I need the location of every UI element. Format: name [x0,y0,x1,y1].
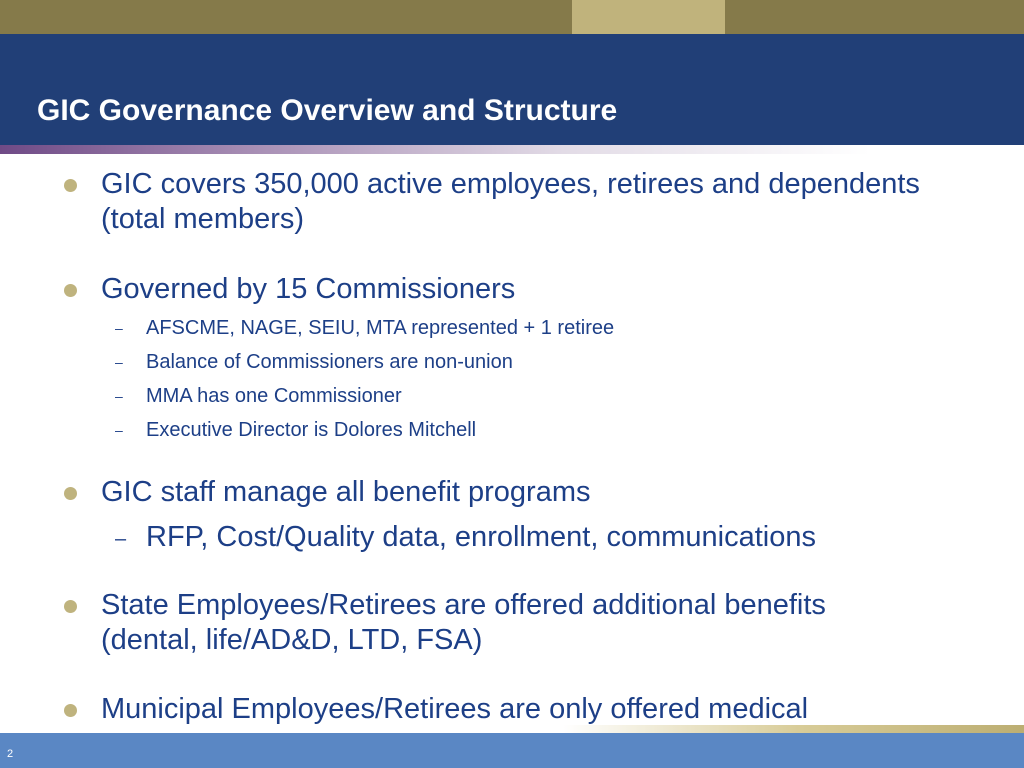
bullet-dot-icon [64,179,77,192]
sub-bullet-text: AFSCME, NAGE, SEIU, MTA represented + 1 retiree [146,317,615,339]
bullet-text: State Employees/Retirees are offered additional benefits (dental, life/AD&D, LTD, FSA) [101,589,826,656]
sub-bullet-item [115,383,976,409]
bullet-dot-icon [64,600,77,613]
sub-bullet-item [115,349,976,375]
bullet-item [101,167,981,237]
dash-icon: – [115,528,127,550]
sub-bullet-text: RFP, Cost/Quality data, enrollment, communications [146,521,816,553]
bullet-text: GIC covers 350,000 active employees, retirees and dependents (total members) [101,168,920,235]
slide-title: GIC Governance Overview and Structure [37,94,618,127]
bullet-text: Municipal Employees/Retirees are only offered medical [101,693,809,725]
footer-band [0,733,1024,768]
sub-bullet-item [115,417,976,443]
bullet-item [101,272,981,307]
bullet-text: GIC staff manage all benefit programs [101,476,591,508]
sub-bullet-text: MMA has one Commissioner [146,385,402,407]
sub-bullet-item [115,315,976,341]
bullet-item [101,692,981,727]
dash-icon: – [115,354,123,370]
bullet-item [101,475,981,510]
sub-bullet-text: Balance of Commissioners are non-union [146,351,513,373]
bullet-dot-icon [64,704,77,717]
dash-icon: – [115,320,123,336]
bullet-item [101,588,861,658]
dash-icon: – [115,422,123,438]
bullet-dot-icon [64,487,77,500]
sub-bullet-text: Executive Director is Dolores Mitchell [146,419,477,441]
dash-icon: – [115,388,123,404]
page-number: 2 [7,748,14,760]
footer-accent-line [0,725,1024,733]
bullet-dot-icon [64,284,77,297]
bullet-text: Governed by 15 Commissioners [101,273,516,305]
sub-bullet-item [115,520,976,554]
